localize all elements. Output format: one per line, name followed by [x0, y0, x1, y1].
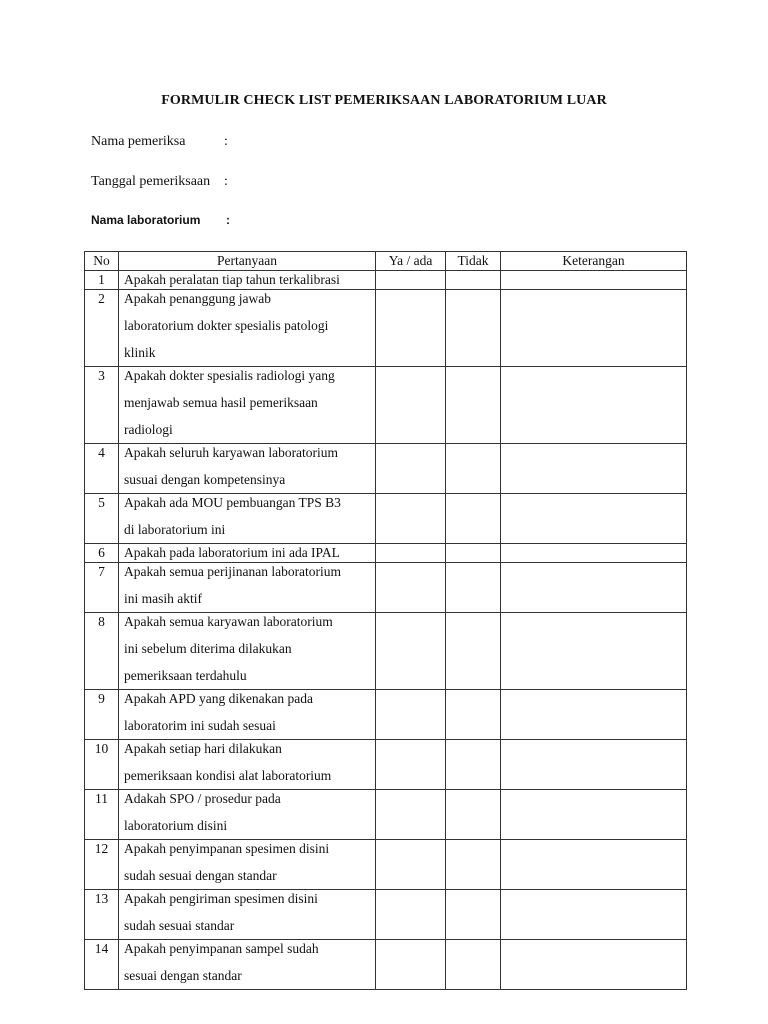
ya-ada-cell[interactable] — [376, 544, 446, 563]
question-cell — [119, 940, 376, 990]
row-number: 5 — [85, 494, 119, 544]
question-cell — [119, 494, 376, 544]
keterangan-cell[interactable] — [501, 544, 687, 563]
ya-ada-cell[interactable] — [376, 494, 446, 544]
question-line: ini sebelum diterima dilakukan — [124, 641, 292, 656]
row-number: 7 — [85, 563, 119, 613]
question-line: laboratorim ini sudah sesuai — [124, 718, 276, 733]
ya-ada-cell[interactable] — [376, 613, 446, 690]
keterangan-cell[interactable] — [501, 840, 687, 890]
tidak-cell[interactable] — [446, 613, 501, 690]
ya-ada-cell[interactable] — [376, 367, 446, 444]
ya-ada-cell[interactable] — [376, 690, 446, 740]
question-cell — [119, 840, 376, 890]
field-separator: : — [224, 174, 228, 189]
field-separator: : — [226, 213, 230, 227]
keterangan-cell[interactable] — [501, 890, 687, 940]
tidak-cell[interactable] — [446, 444, 501, 494]
question-line: Apakah setiap hari dilakukan — [124, 741, 282, 756]
keterangan-cell[interactable] — [501, 790, 687, 840]
row-number: 12 — [85, 840, 119, 890]
row-number: 4 — [85, 444, 119, 494]
question-line: menjawab semua hasil pemeriksaan — [124, 395, 318, 410]
tidak-cell[interactable] — [446, 790, 501, 840]
keterangan-cell[interactable] — [501, 690, 687, 740]
table-row — [85, 290, 687, 367]
question-line: Adakah SPO / prosedur pada — [124, 791, 281, 806]
tidak-cell[interactable] — [446, 563, 501, 613]
question-line: pemeriksaan kondisi alat laboratorium — [124, 768, 332, 783]
header-pertanyaan: Pertanyaan — [119, 252, 376, 271]
question-line: Apakah semua perijinanan laboratorium — [124, 564, 342, 579]
tidak-cell[interactable] — [446, 890, 501, 940]
header-keterangan: Keterangan — [501, 252, 687, 271]
ya-ada-cell[interactable] — [376, 890, 446, 940]
keterangan-cell[interactable] — [501, 563, 687, 613]
tidak-cell[interactable] — [446, 690, 501, 740]
question-line: Apakah pengiriman spesimen disini — [124, 891, 318, 906]
question-line: Apakah APD yang dikenakan pada — [124, 691, 313, 706]
question-cell — [119, 444, 376, 494]
field-nama-pemeriksa — [91, 134, 228, 150]
tidak-cell[interactable] — [446, 494, 501, 544]
question-line: laboratorium disini — [124, 818, 228, 833]
table-row — [85, 890, 687, 940]
form-title: FORMULIR CHECK LIST PEMERIKSAAN LABORATORIUM LUAR — [161, 93, 607, 108]
table-row — [85, 740, 687, 790]
table-row — [85, 690, 687, 740]
question-cell — [119, 367, 376, 444]
keterangan-cell[interactable] — [501, 367, 687, 444]
checklist-table — [84, 251, 687, 990]
tidak-cell[interactable] — [446, 940, 501, 990]
question-line: sesuai dengan standar — [124, 968, 242, 983]
question-line: Apakah peralatan tiap tahun terkalibrasi — [124, 272, 340, 287]
question-line: Apakah penyimpanan sampel sudah — [124, 941, 319, 956]
question-line: laboratorium dokter spesialis patologi — [124, 318, 329, 333]
row-number: 13 — [85, 890, 119, 940]
question-line: di laboratorium ini — [124, 522, 226, 537]
row-number: 14 — [85, 940, 119, 990]
row-number: 9 — [85, 690, 119, 740]
ya-ada-cell[interactable] — [376, 563, 446, 613]
question-line: Apakah dokter spesialis radiologi yang — [124, 368, 335, 383]
question-line: Apakah semua karyawan laboratorium — [124, 614, 333, 629]
ya-ada-cell[interactable] — [376, 940, 446, 990]
field-label: Nama laboratorium — [91, 213, 201, 227]
row-number: 3 — [85, 367, 119, 444]
question-line: klinik — [124, 345, 156, 360]
question-line: Apakah penanggung jawab — [124, 291, 271, 306]
table-row — [85, 840, 687, 890]
field-separator: : — [224, 134, 228, 149]
row-number: 10 — [85, 740, 119, 790]
table-header-row — [85, 252, 687, 271]
question-cell — [119, 690, 376, 740]
ya-ada-cell[interactable] — [376, 790, 446, 840]
question-cell — [119, 740, 376, 790]
question-line: Apakah pada laboratorium ini ada IPAL — [124, 545, 340, 560]
ya-ada-cell[interactable] — [376, 740, 446, 790]
row-number: 8 — [85, 613, 119, 690]
header-no: No — [85, 252, 119, 271]
question-cell — [119, 563, 376, 613]
question-line: susuai dengan kompetensinya — [124, 472, 286, 487]
header-ya-ada: Ya / ada — [376, 252, 446, 271]
row-number: 6 — [85, 544, 119, 563]
question-line: radiologi — [124, 422, 173, 437]
table-row — [85, 940, 687, 990]
row-number: 2 — [85, 290, 119, 367]
tidak-cell[interactable] — [446, 544, 501, 563]
row-number: 11 — [85, 790, 119, 840]
question-cell — [119, 613, 376, 690]
header-tidak: Tidak — [446, 252, 501, 271]
field-label: Nama pemeriksa — [91, 134, 186, 149]
ya-ada-cell[interactable] — [376, 271, 446, 290]
field-nama-laboratorium — [91, 213, 230, 227]
tidak-cell[interactable] — [446, 740, 501, 790]
table-row — [85, 444, 687, 494]
table-row — [85, 367, 687, 444]
row-number: 1 — [85, 271, 119, 290]
keterangan-cell[interactable] — [501, 740, 687, 790]
question-line: Apakah ada MOU pembuangan TPS B3 — [124, 495, 341, 510]
ya-ada-cell[interactable] — [376, 444, 446, 494]
keterangan-cell[interactable] — [501, 290, 687, 367]
question-line: pemeriksaan terdahulu — [124, 668, 247, 683]
tidak-cell[interactable] — [446, 290, 501, 367]
question-cell — [119, 290, 376, 367]
question-line: sudah sesuai standar — [124, 918, 235, 933]
keterangan-cell[interactable] — [501, 613, 687, 690]
question-cell — [119, 790, 376, 840]
tidak-cell[interactable] — [446, 840, 501, 890]
ya-ada-cell[interactable] — [376, 840, 446, 890]
tidak-cell[interactable] — [446, 271, 501, 290]
table-row — [85, 790, 687, 840]
keterangan-cell[interactable] — [501, 271, 687, 290]
question-line: Apakah seluruh karyawan laboratorium — [124, 445, 339, 460]
question-line: Apakah penyimpanan spesimen disini — [124, 841, 330, 856]
keterangan-cell[interactable] — [501, 940, 687, 990]
table-row — [85, 494, 687, 544]
question-line: ini masih aktif — [124, 591, 202, 606]
question-line: sudah sesuai dengan standar — [124, 868, 277, 883]
table-row — [85, 613, 687, 690]
field-tanggal-pemeriksaan — [91, 174, 228, 190]
ya-ada-cell[interactable] — [376, 290, 446, 367]
keterangan-cell[interactable] — [501, 494, 687, 544]
keterangan-cell[interactable] — [501, 444, 687, 494]
question-cell — [119, 890, 376, 940]
field-label: Tanggal pemeriksaan — [91, 174, 211, 189]
tidak-cell[interactable] — [446, 367, 501, 444]
table-row — [85, 563, 687, 613]
